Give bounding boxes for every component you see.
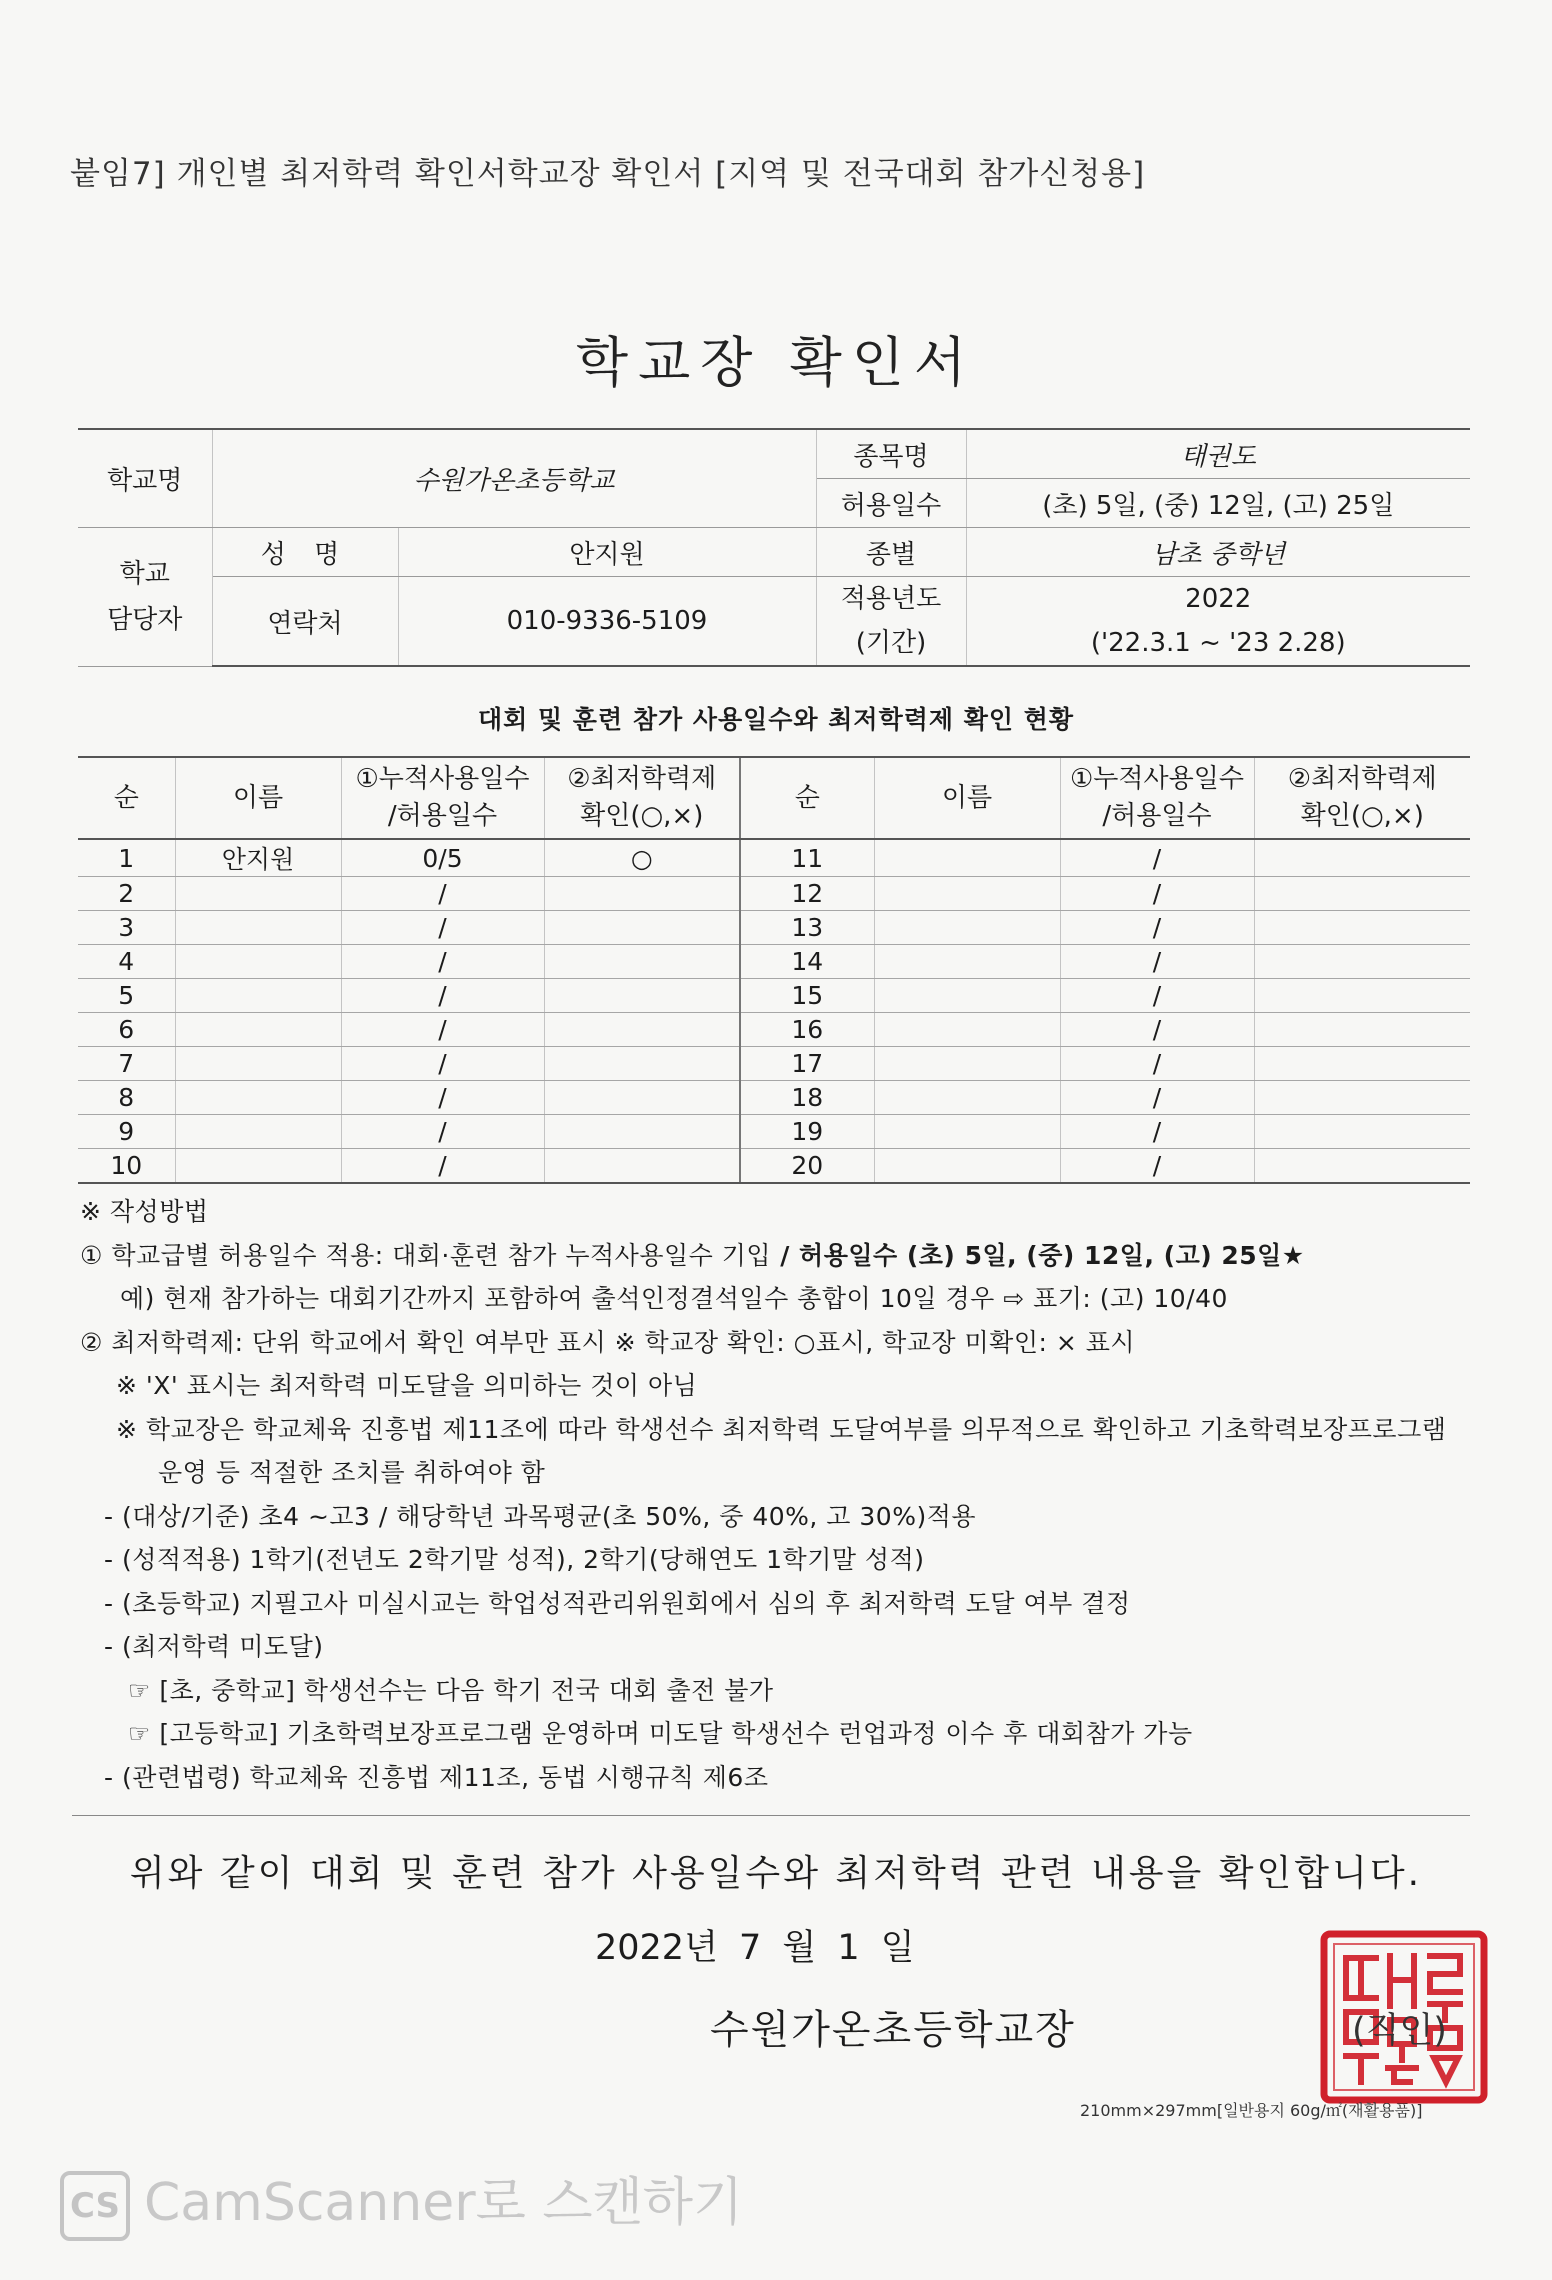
paper-note: 210mm×297mm[일반용지 60g/㎡(재활용품)] (1080, 2101, 1423, 2120)
row-days: / (341, 979, 544, 1013)
status-heading: 대회 및 훈련 참가 사용일수와 최저학력제 확인 현황 (477, 705, 1075, 734)
detail-4: - (최저학력 미도달) (104, 1632, 324, 1661)
table-row (78, 1115, 1470, 1149)
note-1-text: ① 학교급별 허용일수 적용: 대회·훈련 참가 누적사용일수 기입 (80, 1240, 772, 1270)
row-name-2 (874, 1115, 1060, 1149)
row-days: / (341, 1149, 544, 1184)
note-2-b-cont: 운영 등 적절한 조치를 취하여야 함 (158, 1458, 546, 1487)
table-row (78, 979, 1470, 1013)
table-row (78, 839, 1470, 877)
seal-label: (직인) (1352, 2011, 1447, 2051)
school-label: 학교명 (78, 429, 212, 528)
row-days-2: / (1060, 1013, 1254, 1047)
col-name: 이름 (175, 757, 341, 839)
year-label (816, 577, 966, 667)
row-name-2 (874, 839, 1060, 877)
col-days-line1: ①누적사용일수 (355, 764, 530, 794)
row-confirm-2 (1254, 1081, 1470, 1115)
row-confirm (544, 877, 740, 911)
detail-5: - (관련법령) 학교체육 진흥법 제11조, 동법 시행규칙 제6조 (104, 1762, 769, 1792)
notes-heading: ※ 작성방법 (80, 1197, 209, 1226)
signer-title: 수원가온초등학교장 (710, 2007, 1076, 2053)
col-no: 순 (78, 757, 175, 839)
detail-1: - (대상/기준) 초4 ~고3 / 해당학년 과목평균(초 50%, 중 40%, 고 30%)적용 (104, 1501, 976, 1531)
row-confirm (544, 945, 740, 979)
table-row (78, 1013, 1470, 1047)
row-confirm-2 (1254, 1115, 1470, 1149)
row-days-2: / (1060, 979, 1254, 1013)
row-name: 안지원 (175, 839, 341, 877)
row-name (175, 979, 341, 1013)
row-days-2: / (1060, 1149, 1254, 1184)
document-title: 학교장 확인서 (575, 331, 977, 394)
row-confirm (544, 1013, 740, 1047)
row-no: 9 (78, 1115, 175, 1149)
detail-4-a: ☞ [초, 중학교] 학생선수는 다음 학기 전국 대회 출전 불가 (128, 1675, 774, 1705)
row-days-2: / (1060, 1047, 1254, 1081)
col-confirm (544, 757, 740, 839)
row-no: 6 (78, 1013, 175, 1047)
col-confirm-2 (1254, 757, 1470, 839)
row-no-2: 20 (740, 1149, 874, 1184)
row-confirm (544, 911, 740, 945)
col-confirm-2-line2: 확인(○,×) (1300, 801, 1424, 831)
row-days: 0/5 (341, 839, 544, 877)
contact-label: 연락처 (212, 577, 398, 667)
divider (72, 1815, 1470, 1816)
row-name (175, 1013, 341, 1047)
col-days-line2: /허용일수 (387, 801, 498, 831)
row-no-2: 13 (740, 911, 874, 945)
col-days-2-line2: /허용일수 (1102, 801, 1212, 831)
manager-label-line1: 학교 (119, 558, 170, 589)
row-no-2: 15 (740, 979, 874, 1013)
detail-2: - (성적적용) 1학기(전년도 2학기말 성적), 2학기(당해연도 1학기말 성적) (104, 1545, 925, 1574)
table-row (78, 911, 1470, 945)
row-confirm-2 (1254, 945, 1470, 979)
col-confirm-2-line1: ②최저학력제 (1287, 764, 1437, 794)
row-name-2 (874, 979, 1060, 1013)
row-no: 8 (78, 1081, 175, 1115)
table-row (78, 1047, 1470, 1081)
attachment-label: 붙임7] 개인별 최저학력 확인서학교장 확인서 [지역 및 전국대회 참가신청용] (70, 156, 1146, 192)
writing-instructions (80, 1190, 1480, 1799)
detail-4-b: ☞ [고등학교] 기초학력보장프로그램 운영하며 미도달 학생선수 런업과정 이수 후 대회참가 가능 (128, 1719, 1193, 1748)
row-days: / (341, 877, 544, 911)
table-row (78, 1149, 1470, 1184)
camscanner-watermark (60, 2160, 743, 2241)
allowed-days-value: (초) 5일, (중) 12일, (고) 25일 (966, 479, 1470, 528)
table-row (78, 1081, 1470, 1115)
name-value: 안지원 (398, 528, 816, 577)
row-no-2: 11 (740, 839, 874, 877)
row-days: / (341, 1081, 544, 1115)
row-confirm (544, 1047, 740, 1081)
year-label-line2: (기간) (855, 628, 927, 658)
row-days: / (341, 1013, 544, 1047)
row-name-2 (874, 877, 1060, 911)
year-cell (966, 577, 1470, 667)
row-confirm-2 (1254, 1013, 1470, 1047)
sport-value: 태권도 (966, 429, 1470, 479)
allowed-days-label: 허용일수 (816, 479, 966, 528)
col-confirm-line1: ②최저학력제 (567, 764, 717, 794)
category-label: 종별 (816, 528, 966, 577)
status-table-body (78, 839, 1470, 1183)
row-days: / (341, 911, 544, 945)
confirm-statement: 위와 같이 대회 및 훈련 참가 사용일수와 최저학력 관련 내용을 확인합니다. (129, 1853, 1423, 1894)
note-2: ② 최저학력제: 단위 학교에서 확인 여부만 표시 ※ 학교장 확인: ○표시, 학교장 미확인: × 표시 (80, 1327, 1136, 1357)
status-table (78, 756, 1470, 1184)
row-confirm-2 (1254, 839, 1470, 877)
row-days: / (341, 945, 544, 979)
row-confirm-2 (1254, 1047, 1470, 1081)
camscanner-text: CamScanner로 스캔하기 (144, 2173, 744, 2233)
note-1-example: 예) 현재 참가하는 대회기간까지 포함하여 출석인정결석일수 총합이 10일 경우 ⇨ 표기: (고) 10/40 (120, 1284, 1228, 1313)
school-value: 수원가온초등학교 (212, 429, 816, 528)
row-name-2 (874, 1047, 1060, 1081)
row-no: 3 (78, 911, 175, 945)
info-table (78, 428, 1470, 667)
col-days-2 (1060, 757, 1254, 839)
row-confirm (544, 1115, 740, 1149)
row-no: 2 (78, 877, 175, 911)
manager-label-line2: 담당자 (107, 604, 183, 635)
issue-date: 2022년 7 월 1 일 (595, 1928, 915, 1968)
row-confirm-2 (1254, 877, 1470, 911)
row-days-2: / (1060, 839, 1254, 877)
row-confirm-2 (1254, 911, 1470, 945)
row-name-2 (874, 945, 1060, 979)
note-2-b: ※ 학교장은 학교체육 진흥법 제11조에 따라 학생선수 최저학력 도달여부를 의무적으로 확인하고 기초학력보장프로그램 (116, 1414, 1447, 1444)
col-no-2: 순 (740, 757, 874, 839)
status-header-row (78, 757, 1470, 839)
row-confirm (544, 979, 740, 1013)
note-1-allowed-days: / 허용일수 (초) 5일, (중) 12일, (고) 25일★ (771, 1240, 1305, 1270)
row-days-2: / (1060, 911, 1254, 945)
row-name (175, 911, 341, 945)
row-days-2: / (1060, 1115, 1254, 1149)
camscanner-icon: CS (60, 2171, 130, 2241)
row-no: 4 (78, 945, 175, 979)
period-value: ('22.3.1 ~ '23 2.28) (1090, 628, 1346, 658)
col-days-2-line1: ①누적사용일수 (1069, 764, 1244, 794)
row-name-2 (874, 1013, 1060, 1047)
row-no: 1 (78, 839, 175, 877)
row-name (175, 945, 341, 979)
row-name (175, 1149, 341, 1184)
row-name-2 (874, 911, 1060, 945)
table-row (78, 877, 1470, 911)
row-days-2: / (1060, 945, 1254, 979)
year-label-line1: 적용년도 (840, 584, 942, 614)
row-no: 10 (78, 1149, 175, 1184)
row-name (175, 1115, 341, 1149)
col-name-2: 이름 (874, 757, 1060, 839)
row-name (175, 1047, 341, 1081)
col-days (341, 757, 544, 839)
row-confirm (544, 1081, 740, 1115)
note-2-a: ※ 'X' 표시는 최저학력 미도달을 의미하는 것이 아님 (116, 1371, 698, 1400)
col-confirm-line2: 확인(○,×) (580, 801, 704, 831)
row-confirm-2 (1254, 1149, 1470, 1184)
contact-value: 010-9336-5109 (398, 577, 816, 667)
row-days: / (341, 1115, 544, 1149)
row-days-2: / (1060, 877, 1254, 911)
sport-label: 종목명 (816, 429, 966, 479)
category-value: 남초 중학년 (966, 528, 1470, 577)
row-confirm: ○ (544, 839, 740, 877)
note-1 (80, 1234, 1480, 1278)
row-no-2: 18 (740, 1081, 874, 1115)
row-name-2 (874, 1081, 1060, 1115)
year-value: 2022 (1185, 584, 1252, 614)
row-no-2: 12 (740, 877, 874, 911)
row-name (175, 1081, 341, 1115)
row-no-2: 14 (740, 945, 874, 979)
name-label: 성 명 (212, 528, 398, 577)
row-no-2: 17 (740, 1047, 874, 1081)
row-days: / (341, 1047, 544, 1081)
row-confirm (544, 1149, 740, 1184)
row-name-2 (874, 1149, 1060, 1184)
row-days-2: / (1060, 1081, 1254, 1115)
row-no: 7 (78, 1047, 175, 1081)
row-no-2: 16 (740, 1013, 874, 1047)
row-confirm-2 (1254, 979, 1470, 1013)
manager-label (78, 528, 212, 667)
row-no-2: 19 (740, 1115, 874, 1149)
detail-3: - (초등학교) 지필고사 미실시교는 학업성적관리위원회에서 심의 후 최저학력 도달 여부 결정 (104, 1588, 1131, 1618)
table-row (78, 945, 1470, 979)
row-no: 5 (78, 979, 175, 1013)
row-name (175, 877, 341, 911)
